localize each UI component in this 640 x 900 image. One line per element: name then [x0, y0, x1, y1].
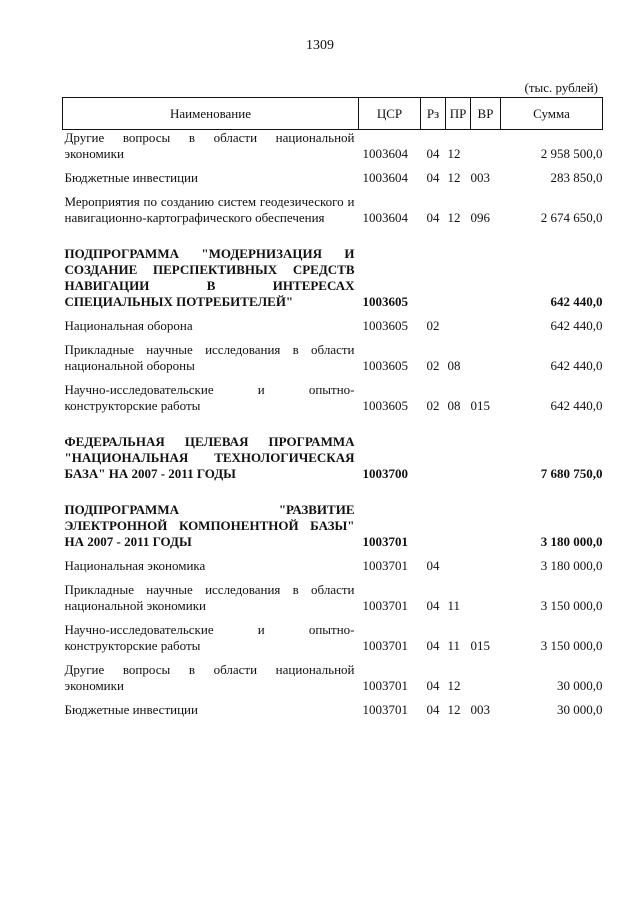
- header-csr: ЦСР: [359, 98, 421, 130]
- row-rz: 04: [426, 678, 440, 693]
- row-pr: 11: [447, 638, 461, 653]
- row-pr: 12: [447, 210, 461, 225]
- row-vr: 096: [470, 210, 490, 225]
- row-name: ПОДПРОГРАММА "РАЗВИТИЕ ЭЛЕКТРОННОЙ КОМПОНЕНТНОЙ БАЗЫ" НА 2007 - 2011 ГОДЫ: [64, 502, 355, 549]
- table-header-row: [63, 98, 603, 130]
- row-name: Прикладные научные исследования в области национальной экономики: [64, 582, 355, 613]
- table-row: [63, 130, 603, 165]
- row-rz: [421, 428, 446, 484]
- row-pr: 12: [447, 702, 461, 717]
- row-rz: 04: [426, 146, 440, 161]
- row-csr: 1003604: [362, 146, 408, 161]
- row-pr: [446, 240, 471, 312]
- row-name: Прикладные научные исследования в области национальной обороны: [64, 342, 355, 373]
- row-pr: 08: [447, 398, 461, 413]
- header-pr: ПР: [446, 98, 471, 130]
- row-name: Мероприятия по созданию систем геодезического и навигационно-картографического обеспечения: [64, 194, 355, 225]
- row-rz: 04: [426, 170, 440, 185]
- row-vr: [471, 336, 501, 376]
- row-rz: 04: [426, 598, 440, 613]
- row-sum: 30 000,0: [557, 678, 603, 693]
- row-name: Научно-исследовательские и опытно-конструкторские работы: [64, 382, 355, 413]
- table-row: [63, 576, 603, 616]
- table-row-subprogram: [63, 496, 603, 552]
- row-pr: [446, 428, 471, 484]
- row-vr: [471, 552, 501, 576]
- row-pr: 11: [447, 598, 461, 613]
- row-rz: 04: [426, 210, 440, 225]
- row-csr: 1003701: [362, 702, 408, 717]
- row-csr: 1003604: [362, 210, 408, 225]
- row-sum: 2 674 650,0: [540, 210, 603, 225]
- row-name: Другие вопросы в области национальной экономики: [64, 130, 355, 161]
- row-name: Национальная экономика: [64, 558, 206, 573]
- row-csr: 1003700: [362, 466, 408, 481]
- row-sum: 642 440,0: [550, 358, 603, 373]
- row-csr: 1003604: [362, 170, 408, 185]
- table-row-program: [63, 428, 603, 484]
- row-name: Другие вопросы в области национальной экономики: [64, 662, 355, 693]
- row-rz: 02: [426, 318, 440, 333]
- row-csr: 1003605: [362, 294, 408, 309]
- row-pr: 12: [447, 170, 461, 185]
- row-sum: 3 180 000,0: [540, 558, 603, 573]
- row-rz: 04: [426, 558, 440, 573]
- row-vr: 003: [470, 702, 490, 717]
- row-vr: [471, 312, 501, 336]
- row-vr: [471, 240, 501, 312]
- row-sum: 3 150 000,0: [540, 638, 603, 653]
- row-rz: 04: [426, 638, 440, 653]
- row-sum: 30 000,0: [557, 702, 603, 717]
- row-vr: 015: [470, 638, 490, 653]
- table-row: [63, 696, 603, 720]
- header-sum: Сумма: [501, 98, 603, 130]
- row-vr: 015: [470, 398, 490, 413]
- table-row: [63, 188, 603, 228]
- row-csr: 1003701: [362, 534, 408, 549]
- row-pr: 12: [447, 146, 461, 161]
- header-name: Наименование: [63, 98, 359, 130]
- header-rz: Рз: [421, 98, 446, 130]
- row-sum: 283 850,0: [550, 170, 603, 185]
- row-csr: 1003701: [362, 558, 408, 573]
- row-pr: [446, 496, 471, 552]
- row-sum: 3 180 000,0: [540, 534, 603, 549]
- row-rz: [421, 240, 446, 312]
- table-row: [63, 164, 603, 188]
- row-vr: [471, 496, 501, 552]
- row-csr: 1003701: [362, 598, 408, 613]
- row-name: Научно-исследовательские и опытно-конструкторские работы: [64, 622, 355, 653]
- row-rz: 02: [426, 358, 440, 373]
- row-vr: [471, 656, 501, 696]
- row-sum: 3 150 000,0: [540, 598, 603, 613]
- table-row: [63, 376, 603, 416]
- row-csr: 1003605: [362, 358, 408, 373]
- row-rz: [421, 496, 446, 552]
- table-row: [63, 312, 603, 336]
- row-name: Национальная оборона: [64, 318, 193, 333]
- row-csr: 1003701: [362, 678, 408, 693]
- row-name: ПОДПРОГРАММА "МОДЕРНИЗАЦИЯ И СОЗДАНИЕ ПЕРСПЕКТИВНЫХ СРЕДСТВ НАВИГАЦИИ В ИНТЕРЕСАХ СПЕЦИАЛЬНЫХ ПОТРЕБИТЕЛЕЙ": [64, 246, 355, 309]
- table-row: [63, 616, 603, 656]
- row-name: Бюджетные инвестиции: [64, 702, 198, 717]
- row-csr: 1003605: [362, 398, 408, 413]
- budget-table: [62, 97, 603, 720]
- table-row-subprogram: [63, 240, 603, 312]
- header-vr: ВР: [471, 98, 501, 130]
- row-vr: [471, 576, 501, 616]
- table-row: [63, 336, 603, 376]
- table-row: [63, 552, 603, 576]
- row-sum: 7 680 750,0: [540, 466, 603, 481]
- row-pr: [446, 312, 471, 336]
- row-sum: 642 440,0: [550, 294, 603, 309]
- row-csr: 1003605: [362, 318, 408, 333]
- row-pr: [446, 552, 471, 576]
- row-csr: 1003701: [362, 638, 408, 653]
- row-rz: 02: [426, 398, 440, 413]
- row-sum: 642 440,0: [550, 398, 603, 413]
- row-name: Бюджетные инвестиции: [64, 170, 198, 185]
- row-rz: 04: [426, 702, 440, 717]
- row-sum: 642 440,0: [550, 318, 603, 333]
- row-sum: 2 958 500,0: [540, 146, 603, 161]
- row-pr: 08: [447, 358, 461, 373]
- row-vr: [471, 130, 501, 165]
- page-number: 1309: [306, 38, 334, 53]
- row-vr: [471, 428, 501, 484]
- row-pr: 12: [447, 678, 461, 693]
- row-name: ФЕДЕРАЛЬНАЯ ЦЕЛЕВАЯ ПРОГРАММА "НАЦИОНАЛЬНАЯ ТЕХНОЛОГИЧЕСКАЯ БАЗА" НА 2007 - 2011 ГОДЫ: [64, 434, 355, 481]
- units-label: (тыс. рублей): [524, 80, 598, 95]
- row-vr: 003: [470, 170, 490, 185]
- table-row: [63, 656, 603, 696]
